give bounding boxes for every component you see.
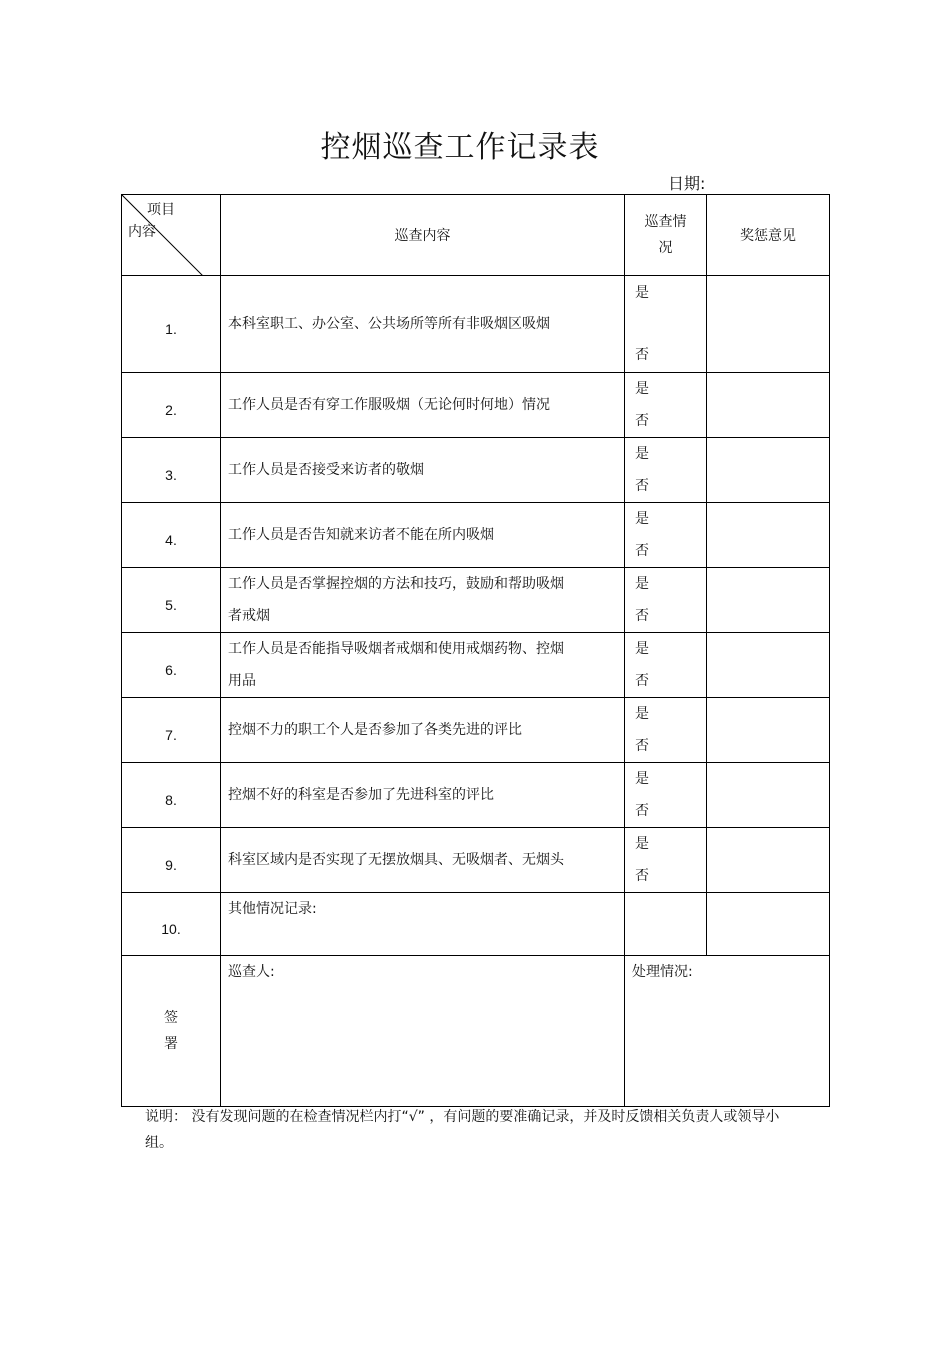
table-row [122, 568, 830, 633]
yes-option[interactable]: 是 [635, 641, 649, 657]
row-number: 2. [122, 373, 221, 438]
status-cell[interactable] [625, 276, 707, 373]
status-cell[interactable] [625, 828, 707, 893]
header-content: 巡查内容 [221, 195, 625, 276]
yes-option[interactable]: 是 [635, 511, 649, 527]
signature-label [122, 956, 221, 1107]
inspection-table [121, 194, 830, 1107]
row-content: 工作人员是否掌握控烟的方法和技巧，鼓励和帮助吸烟者戒烟 [221, 568, 625, 633]
row-content: 控烟不力的职工个人是否参加了各类先进的评比 [221, 698, 625, 763]
row-number: 9. [122, 828, 221, 893]
yes-option[interactable]: 是 [635, 576, 649, 592]
no-option[interactable]: 否 [635, 413, 649, 429]
row-number: 4. [122, 503, 221, 568]
no-option[interactable]: 否 [635, 673, 649, 689]
yes-option[interactable]: 是 [635, 836, 649, 852]
no-option[interactable]: 否 [635, 803, 649, 819]
table-row [122, 276, 830, 373]
table-row [122, 373, 830, 438]
header-status-line1: 巡查情 [644, 214, 687, 230]
opinion-cell[interactable] [707, 276, 830, 373]
status-cell[interactable] [625, 633, 707, 698]
inspector-cell[interactable] [221, 956, 625, 1107]
row-number: 7. [122, 698, 221, 763]
yes-option[interactable]: 是 [635, 285, 649, 301]
opinion-cell[interactable] [707, 503, 830, 568]
row-content: 工作人员是否接受来访者的敬烟 [221, 438, 625, 503]
footnote: 说明： 没有发现问题的在检查情况栏内打“√” ，有问题的要准确记录，并及时反馈相关负责人或领导小组。 [145, 1109, 780, 1151]
signature-row [122, 956, 830, 1107]
header-status-line2: 况 [658, 240, 673, 256]
row-content: 本科室职工、办公室、公共场所等所有非吸烟区吸烟 [221, 276, 625, 373]
header-opinion: 奖惩意见 [707, 195, 830, 276]
date-label: 日期: [668, 174, 706, 193]
signature-label-line1: 签 [164, 1010, 178, 1026]
row-content: 科室区域内是否实现了无摆放烟具、无吸烟者、无烟头 [221, 828, 625, 893]
no-option[interactable]: 否 [635, 738, 649, 754]
header-content-label: 内容 [128, 224, 156, 240]
row-number: 5. [122, 568, 221, 633]
status-cell[interactable] [625, 568, 707, 633]
row-number: 10. [122, 893, 221, 956]
status-cell[interactable] [625, 763, 707, 828]
inspector-label: 巡查人: [228, 964, 275, 980]
opinion-cell[interactable] [707, 698, 830, 763]
signature-label-line2: 署 [164, 1036, 178, 1052]
other-notes-label: 其他情况记录: [228, 901, 317, 917]
yes-option[interactable]: 是 [635, 706, 649, 722]
opinion-cell[interactable] [707, 373, 830, 438]
status-cell[interactable] [625, 438, 707, 503]
table-header-row [122, 195, 830, 276]
handling-label: 处理情况: [632, 964, 693, 980]
row-content: 控烟不好的科室是否参加了先进科室的评比 [221, 763, 625, 828]
status-cell[interactable] [625, 893, 707, 956]
table-row [122, 633, 830, 698]
table-row [122, 438, 830, 503]
table-row [122, 893, 830, 956]
table-row [122, 828, 830, 893]
row-content: 工作人员是否告知就来访者不能在所内吸烟 [221, 503, 625, 568]
row-number: 3. [122, 438, 221, 503]
header-item-label: 项目 [147, 202, 175, 218]
yes-option[interactable]: 是 [635, 381, 649, 397]
row-number: 8. [122, 763, 221, 828]
yes-option[interactable]: 是 [635, 446, 649, 462]
no-option[interactable]: 否 [635, 347, 649, 363]
row-content: 工作人员是否能指导吸烟者戒烟和使用戒烟药物、控烟用品 [221, 633, 625, 698]
status-cell[interactable] [625, 503, 707, 568]
opinion-cell[interactable] [707, 893, 830, 956]
status-cell[interactable] [625, 373, 707, 438]
row-content: 工作人员是否有穿工作服吸烟（无论何时何地）情况 [221, 373, 625, 438]
opinion-cell[interactable] [707, 828, 830, 893]
table-row [122, 503, 830, 568]
status-cell[interactable] [625, 698, 707, 763]
yes-option[interactable]: 是 [635, 771, 649, 787]
header-status [625, 195, 707, 276]
opinion-cell[interactable] [707, 438, 830, 503]
handling-cell[interactable] [625, 956, 830, 1107]
table-row [122, 698, 830, 763]
no-option[interactable]: 否 [635, 868, 649, 884]
other-notes-cell[interactable] [221, 893, 625, 956]
no-option[interactable]: 否 [635, 608, 649, 624]
no-option[interactable]: 否 [635, 478, 649, 494]
no-option[interactable]: 否 [635, 543, 649, 559]
diagonal-header-cell [122, 195, 221, 276]
opinion-cell[interactable] [707, 633, 830, 698]
table-row [122, 763, 830, 828]
opinion-cell[interactable] [707, 763, 830, 828]
opinion-cell[interactable] [707, 568, 830, 633]
row-number: 6. [122, 633, 221, 698]
page-title: 控烟巡查工作记录表 [320, 130, 600, 165]
row-number: 1. [122, 276, 221, 373]
